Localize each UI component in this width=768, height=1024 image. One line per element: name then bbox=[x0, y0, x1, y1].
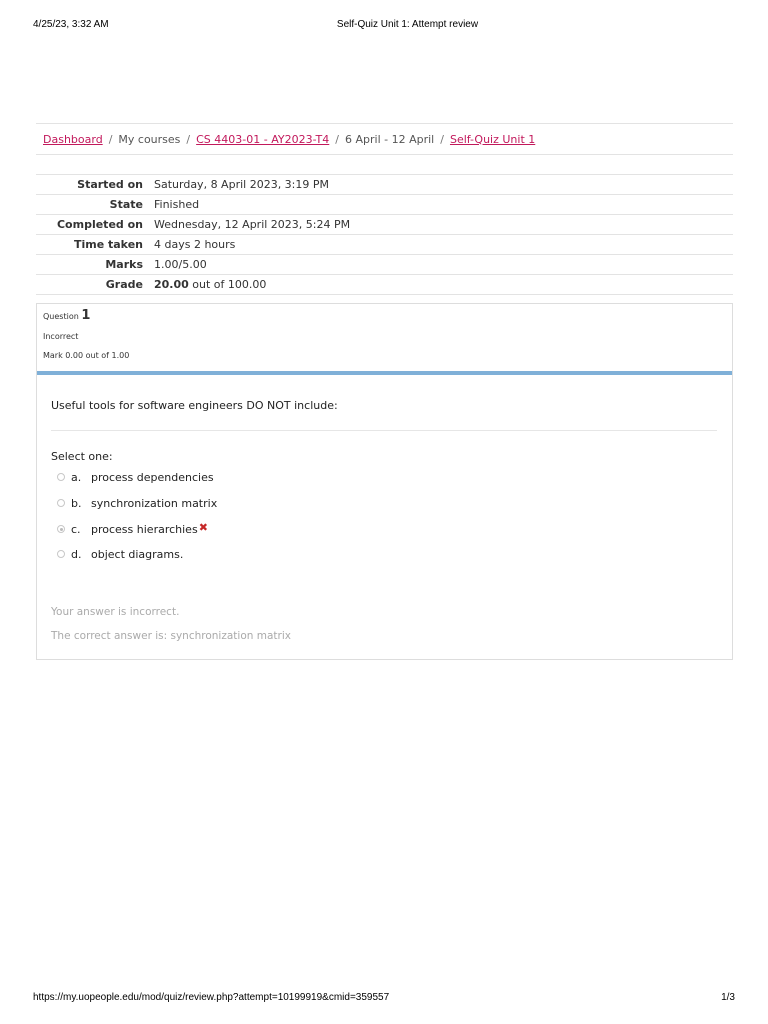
summary-value: Finished bbox=[154, 195, 733, 215]
option-text: process hierarchies bbox=[91, 522, 198, 536]
feedback-correct-answer: The correct answer is: synchronization matrix bbox=[51, 630, 291, 642]
option-letter: b. bbox=[71, 496, 82, 510]
question-state: Incorrect bbox=[43, 332, 79, 341]
question-text: Useful tools for software engineers DO NOT include: bbox=[51, 399, 338, 412]
print-url: https://my.uopeople.edu/mod/quiz/review.php?attempt=10199919&cmid=359557 bbox=[33, 992, 390, 1003]
breadcrumb-separator: / bbox=[335, 132, 339, 146]
breadcrumb bbox=[36, 123, 733, 155]
grade-score: 20.00 bbox=[154, 278, 189, 291]
print-footer bbox=[33, 992, 735, 1006]
option-letter: a. bbox=[71, 470, 82, 484]
attempt-summary-table bbox=[36, 174, 733, 295]
summary-row-started bbox=[36, 175, 733, 195]
summary-value: Saturday, 8 April 2023, 3:19 PM bbox=[154, 175, 733, 195]
option-letter: d. bbox=[71, 547, 82, 561]
breadcrumb-my-courses: My courses bbox=[118, 132, 181, 146]
summary-row-grade bbox=[36, 275, 733, 295]
question-divider bbox=[51, 430, 717, 431]
question-card bbox=[36, 303, 733, 660]
breadcrumb-week: 6 April - 12 April bbox=[345, 132, 435, 146]
feedback-incorrect: Your answer is incorrect. bbox=[51, 606, 180, 618]
print-header bbox=[33, 19, 735, 33]
breadcrumb-separator: / bbox=[440, 132, 444, 146]
summary-row-completed bbox=[36, 215, 733, 235]
summary-label: Completed on bbox=[36, 215, 154, 235]
answer-prompt: Select one: bbox=[51, 450, 113, 463]
breadcrumb-separator: / bbox=[186, 132, 191, 146]
radio-button[interactable] bbox=[57, 473, 65, 481]
answer-option-a[interactable] bbox=[57, 469, 214, 485]
summary-label: Time taken bbox=[36, 235, 154, 255]
print-page-number: 1/3 bbox=[721, 992, 735, 1003]
question-info bbox=[43, 308, 130, 360]
summary-label: Grade bbox=[36, 275, 154, 295]
summary-value: 4 days 2 hours bbox=[154, 235, 733, 255]
print-datetime: 4/25/23, 3:32 AM bbox=[33, 19, 109, 30]
radio-button[interactable] bbox=[57, 550, 65, 558]
option-text: process dependencies bbox=[91, 470, 214, 484]
breadcrumb-dashboard-link[interactable]: Dashboard bbox=[43, 132, 103, 146]
option-text: object diagrams. bbox=[91, 547, 184, 561]
grade-out-of: out of 100.00 bbox=[188, 278, 267, 291]
question-mark: Mark 0.00 out of 1.00 bbox=[43, 351, 130, 360]
breadcrumb-quiz-link[interactable]: Self-Quiz Unit 1 bbox=[449, 132, 536, 146]
summary-label: State bbox=[36, 195, 154, 215]
summary-grade-value bbox=[154, 275, 733, 295]
breadcrumb-course-link[interactable]: CS 4403-01 - AY2023-T4 bbox=[196, 132, 330, 146]
radio-button[interactable] bbox=[57, 499, 65, 507]
radio-button-selected[interactable] bbox=[57, 525, 65, 533]
answer-option-c[interactable] bbox=[57, 521, 208, 537]
summary-label: Started on bbox=[36, 175, 154, 195]
incorrect-icon: ✖ bbox=[198, 520, 208, 534]
question-label: Question bbox=[43, 312, 79, 321]
question-content-bar bbox=[37, 371, 732, 375]
breadcrumb-separator: / bbox=[108, 132, 113, 146]
summary-row-time-taken bbox=[36, 235, 733, 255]
summary-row-state bbox=[36, 195, 733, 215]
option-text: synchronization matrix bbox=[91, 496, 218, 510]
question-number: 1 bbox=[81, 308, 91, 323]
print-page-title: Self-Quiz Unit 1: Attempt review bbox=[336, 19, 479, 30]
summary-value: 1.00/5.00 bbox=[154, 255, 733, 275]
option-letter: c. bbox=[71, 522, 81, 536]
answer-option-d[interactable] bbox=[57, 546, 183, 562]
answer-option-b[interactable] bbox=[57, 495, 217, 511]
summary-value: Wednesday, 12 April 2023, 5:24 PM bbox=[154, 215, 733, 235]
summary-row-marks bbox=[36, 255, 733, 275]
summary-label: Marks bbox=[36, 255, 154, 275]
